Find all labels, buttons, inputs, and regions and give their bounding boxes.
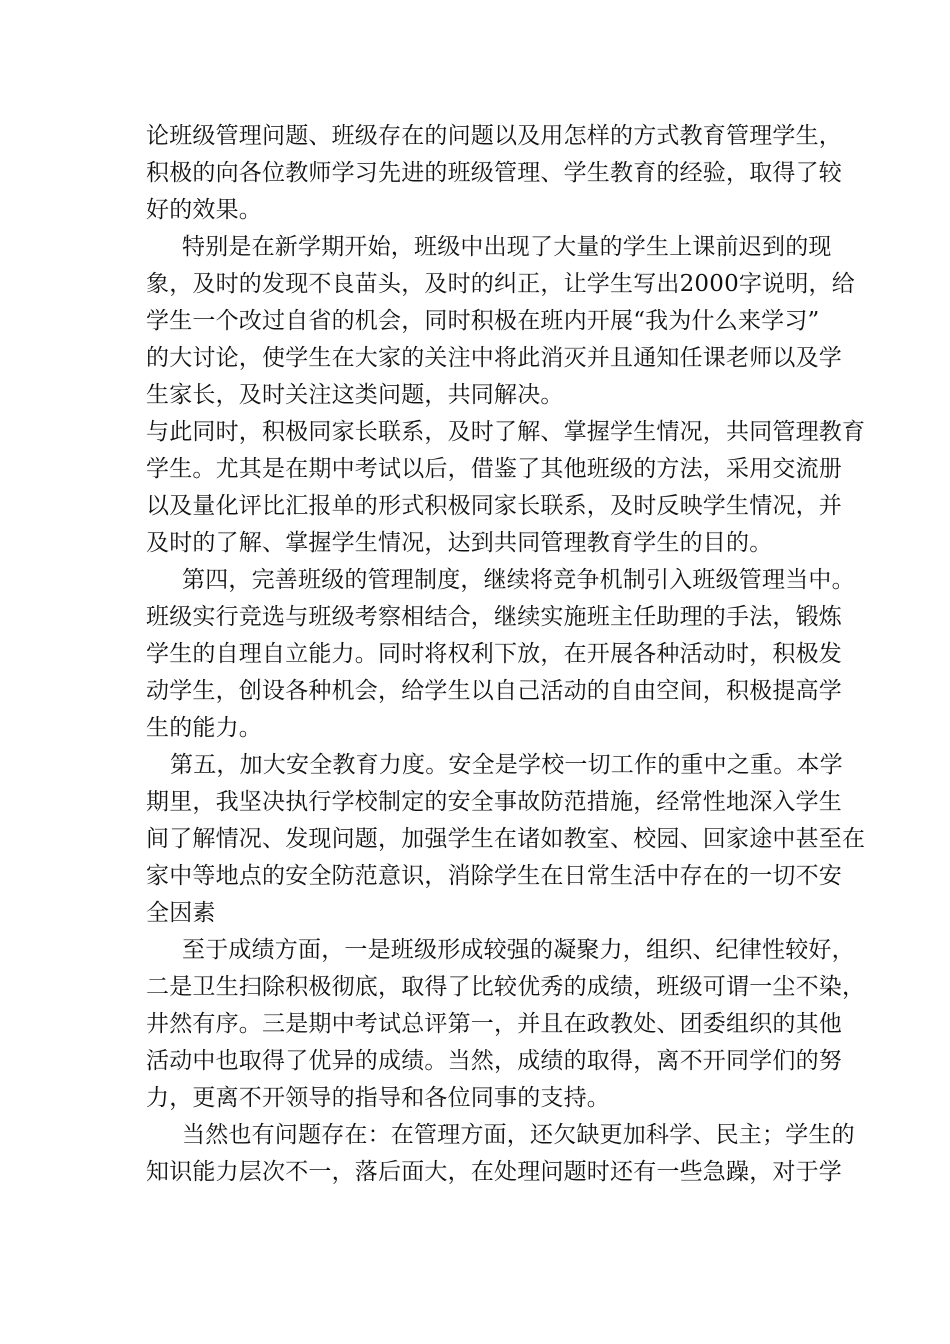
- text-line: 间了解情况、发现问题，加强学生在诸如教室、校园、回家途中甚至在: [146, 826, 866, 852]
- text-line: 以及量化评比汇报单的形式积极同家长联系，及时反映学生情况，并: [146, 493, 842, 519]
- text-line: 井然有序。三是期中考试总评第一，并且在政教处、团委组织的其他: [146, 1011, 842, 1037]
- text-line: 第五，加大安全教育力度。安全是学校一切工作的重中之重。本学: [170, 752, 843, 778]
- text-line: 全因素: [146, 900, 216, 926]
- text-line: 力，更离不开领导的指导和各位同事的支持。: [146, 1085, 610, 1111]
- text-line: 活动中也取得了优异的成绩。当然，成绩的取得，离不开同学们的努: [146, 1048, 842, 1074]
- text-line: 至于成绩方面，一是班级形成较强的凝聚力，组织、纪律性较好，: [182, 937, 855, 963]
- text-line: 动学生，创设各种机会，给学生以自己活动的自由空间，积极提高学: [146, 678, 842, 704]
- text-line: 好的效果。: [146, 197, 262, 223]
- text-line: 期里，我坚决执行学校制定的安全事故防范措施，经常性地深入学生: [146, 789, 842, 815]
- text-line: 象，及时的发现不良苗头，及时的纠正，让学生写出2000字说明，给: [146, 271, 855, 297]
- text-line: 及时的了解、掌握学生情况，达到共同管理教育学生的目的。: [146, 530, 773, 556]
- text-line: 当然也有问题存在：在管理方面，还欠缺更加科学、民主；学生的: [182, 1122, 855, 1148]
- text-line: 生的能力。: [146, 715, 262, 741]
- text-line: 学生的自理自立能力。同时将权利下放，在开展各种活动时，积极发: [146, 641, 842, 667]
- text-line: 的大讨论，使学生在大家的关注中将此消灭并且通知任课老师以及学: [146, 345, 842, 371]
- text-line: 第四，完善班级的管理制度，继续将竞争机制引入班级管理当中。: [182, 567, 855, 593]
- text-line: 特别是在新学期开始，班级中出现了大量的学生上课前迟到的现: [182, 234, 832, 260]
- text-line: 班级实行竞选与班级考察相结合，继续实施班主任助理的手法，锻炼: [146, 604, 842, 630]
- text-line: 论班级管理问题、班级存在的问题以及用怎样的方式教育管理学生，: [146, 123, 842, 149]
- text-line: 二是卫生扫除积极彻底，取得了比较优秀的成绩，班级可谓一尘不染，: [146, 974, 866, 1000]
- text-line: 积极的向各位教师学习先进的班级管理、学生教育的经验，取得了较: [146, 160, 842, 186]
- text-line: 生家长，及时关注这类问题，共同解决。: [146, 382, 564, 408]
- text-line: 学生一个改过自省的机会，同时积极在班内开展“我为什么来学习”: [146, 308, 820, 334]
- text-line: 家中等地点的安全防范意识，消除学生在日常生活中存在的一切不安: [146, 863, 842, 889]
- text-line: 学生。尤其是在期中考试以后，借鉴了其他班级的方法，采用交流册: [146, 456, 842, 482]
- text-line: 与此同时，积极同家长联系，及时了解、掌握学生情况，共同管理教育: [146, 419, 866, 445]
- text-line: 知识能力层次不一，落后面大，在处理问题时还有一些急躁，对于学: [146, 1159, 842, 1185]
